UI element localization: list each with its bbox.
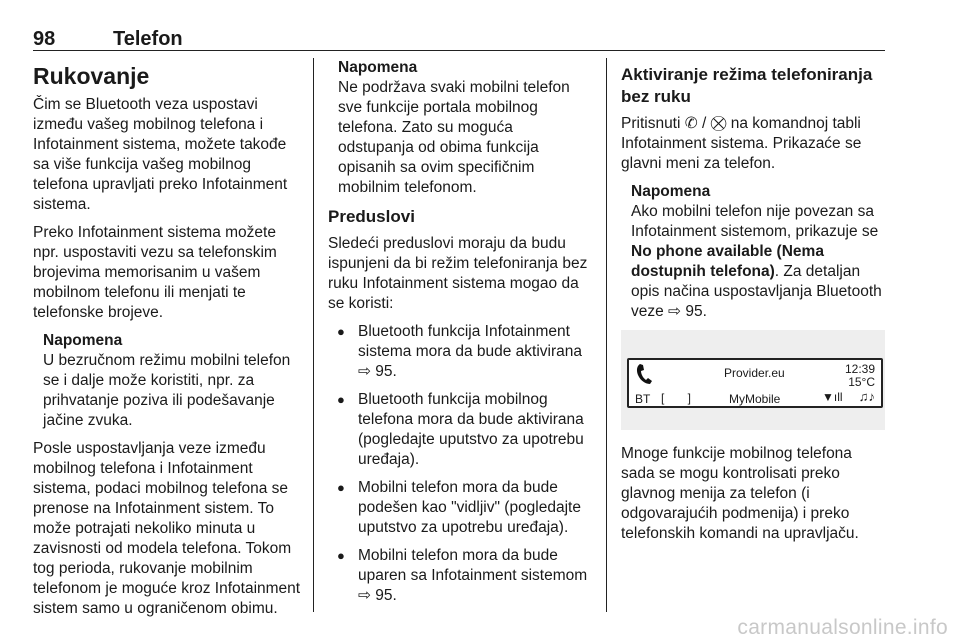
paragraph: Posle uspostavljanja veze između mobilnog telefona i Infotainment sistema, podaci mobilnog telefona se prenose na Infotainment sistem. To može potrajati nekoliko minuta u zavisnosti od modela telefona. Tokom tog perioda, rukovanje mobilnim telefonom je moguće kroz Infotainment sistem samo u ograničenom obimu.	[33, 440, 301, 617]
list-item: ● Bluetooth funkcija Infotainment sistema mora da bude aktivirana ⇨ 95.	[328, 322, 593, 382]
prerequisite-list	[328, 322, 593, 606]
paragraph: Pritisnuti ✆ / ⛒ na komandnoj tabli Infotainment sistema. Prikazaće se glavni meni za telefon.	[621, 115, 862, 172]
paragraph: Sledeći preduslovi moraju da budu ispunjeni da bi režim telefoniranja bez ruku Infotainment sistema mogao da se koristi:	[328, 235, 588, 312]
column-divider	[606, 58, 607, 612]
column-1	[33, 58, 301, 627]
brackets-indicator: [ ]	[661, 391, 702, 405]
header-rule	[33, 50, 885, 51]
note-box	[43, 331, 301, 431]
temperature: 15°C	[848, 375, 875, 389]
watermark: carmanualsonline.info	[737, 616, 948, 639]
note-box	[338, 58, 593, 198]
signal-strength-icon: ▼ıll	[822, 390, 843, 404]
running-title: Telefon	[113, 28, 183, 50]
audio-icon: ♫♪	[858, 389, 875, 404]
note-title: Napomena	[631, 183, 711, 200]
phone-display-illustration	[621, 330, 885, 430]
paragraph: Čim se Bluetooth veza uspostavi između vašeg mobilnog telefona i Infotainment sistema, možete takođe sa više funkcija vašeg mobilnog telefona upravljati preko Infotainment sistema.	[33, 96, 288, 213]
paragraph: Preko Infotainment sistema možete npr. uspostaviti vezu sa telefonskim brojevima memorisanim u vašem mobilnom telefonu ili menjati te telefonske brojeve.	[33, 224, 277, 321]
bt-label: BT	[635, 392, 651, 406]
display-screen	[627, 358, 883, 408]
note-text-start: Ako mobilni telefon nije povezan sa Infotainment sistemom, prikazuje se	[631, 203, 879, 240]
note-text: U bezručnom režimu mobilni telefon se i dalje može koristiti, npr. za prihvatanje poziva ili podešavanje jačine zvuka.	[43, 352, 291, 429]
page-header	[33, 28, 885, 58]
paragraph: Mnoge funkcije mobilnog telefona sada se mogu kontrolisati preko glavnog menija za telefon (i odgovarajućih podmenija) i preko telefonskih komandi na upravljaču.	[621, 445, 859, 542]
clock: 12:39	[844, 362, 875, 376]
note-text	[631, 202, 887, 322]
section-heading-aktiviranje: Aktiviranje režima telefoniranja bez ruku	[621, 65, 873, 106]
column-2	[328, 58, 593, 614]
note-bold-text: No phone available (Nema dostupnih telefona)	[631, 243, 824, 280]
clock-temperature	[845, 363, 875, 389]
provider-name: Provider.eu	[724, 366, 785, 380]
section-heading-preduslovi: Preduslovi	[328, 207, 415, 226]
note-title: Napomena	[338, 59, 418, 76]
column-3	[621, 58, 887, 552]
list-item: ● Bluetooth funkcija mobilnog telefona mora da bude aktivirana (pogledajte uputstvo za upotrebu uređaja).	[328, 390, 593, 470]
section-heading-rukovanje: Rukovanje	[33, 63, 150, 89]
note-text: Ne podržava svaki mobilni telefon sve funkcije portala mobilnog telefona. Zato su moguća odstupanja od obima funkcija opisanih sa ovim specifičnim mobilnim telefonom.	[338, 79, 570, 196]
note-title: Napomena	[43, 332, 123, 349]
list-item: ● Mobilni telefon mora da bude uparen sa Infotainment sistemom ⇨ 95.	[328, 546, 593, 606]
phone-handset-icon	[635, 362, 657, 386]
page-number: 98	[33, 28, 56, 50]
list-item: ● Mobilni telefon mora da bude podešen kao "vidljiv" (pogledajte uputstvo za upotrebu uređaja).	[328, 478, 593, 538]
column-divider	[313, 58, 314, 612]
note-box	[631, 182, 887, 322]
device-name: MyMobile	[729, 392, 781, 406]
note-text-end: . Za detaljan opis načina uspostavljanja Bluetooth veze ⇨ 95.	[631, 263, 882, 320]
